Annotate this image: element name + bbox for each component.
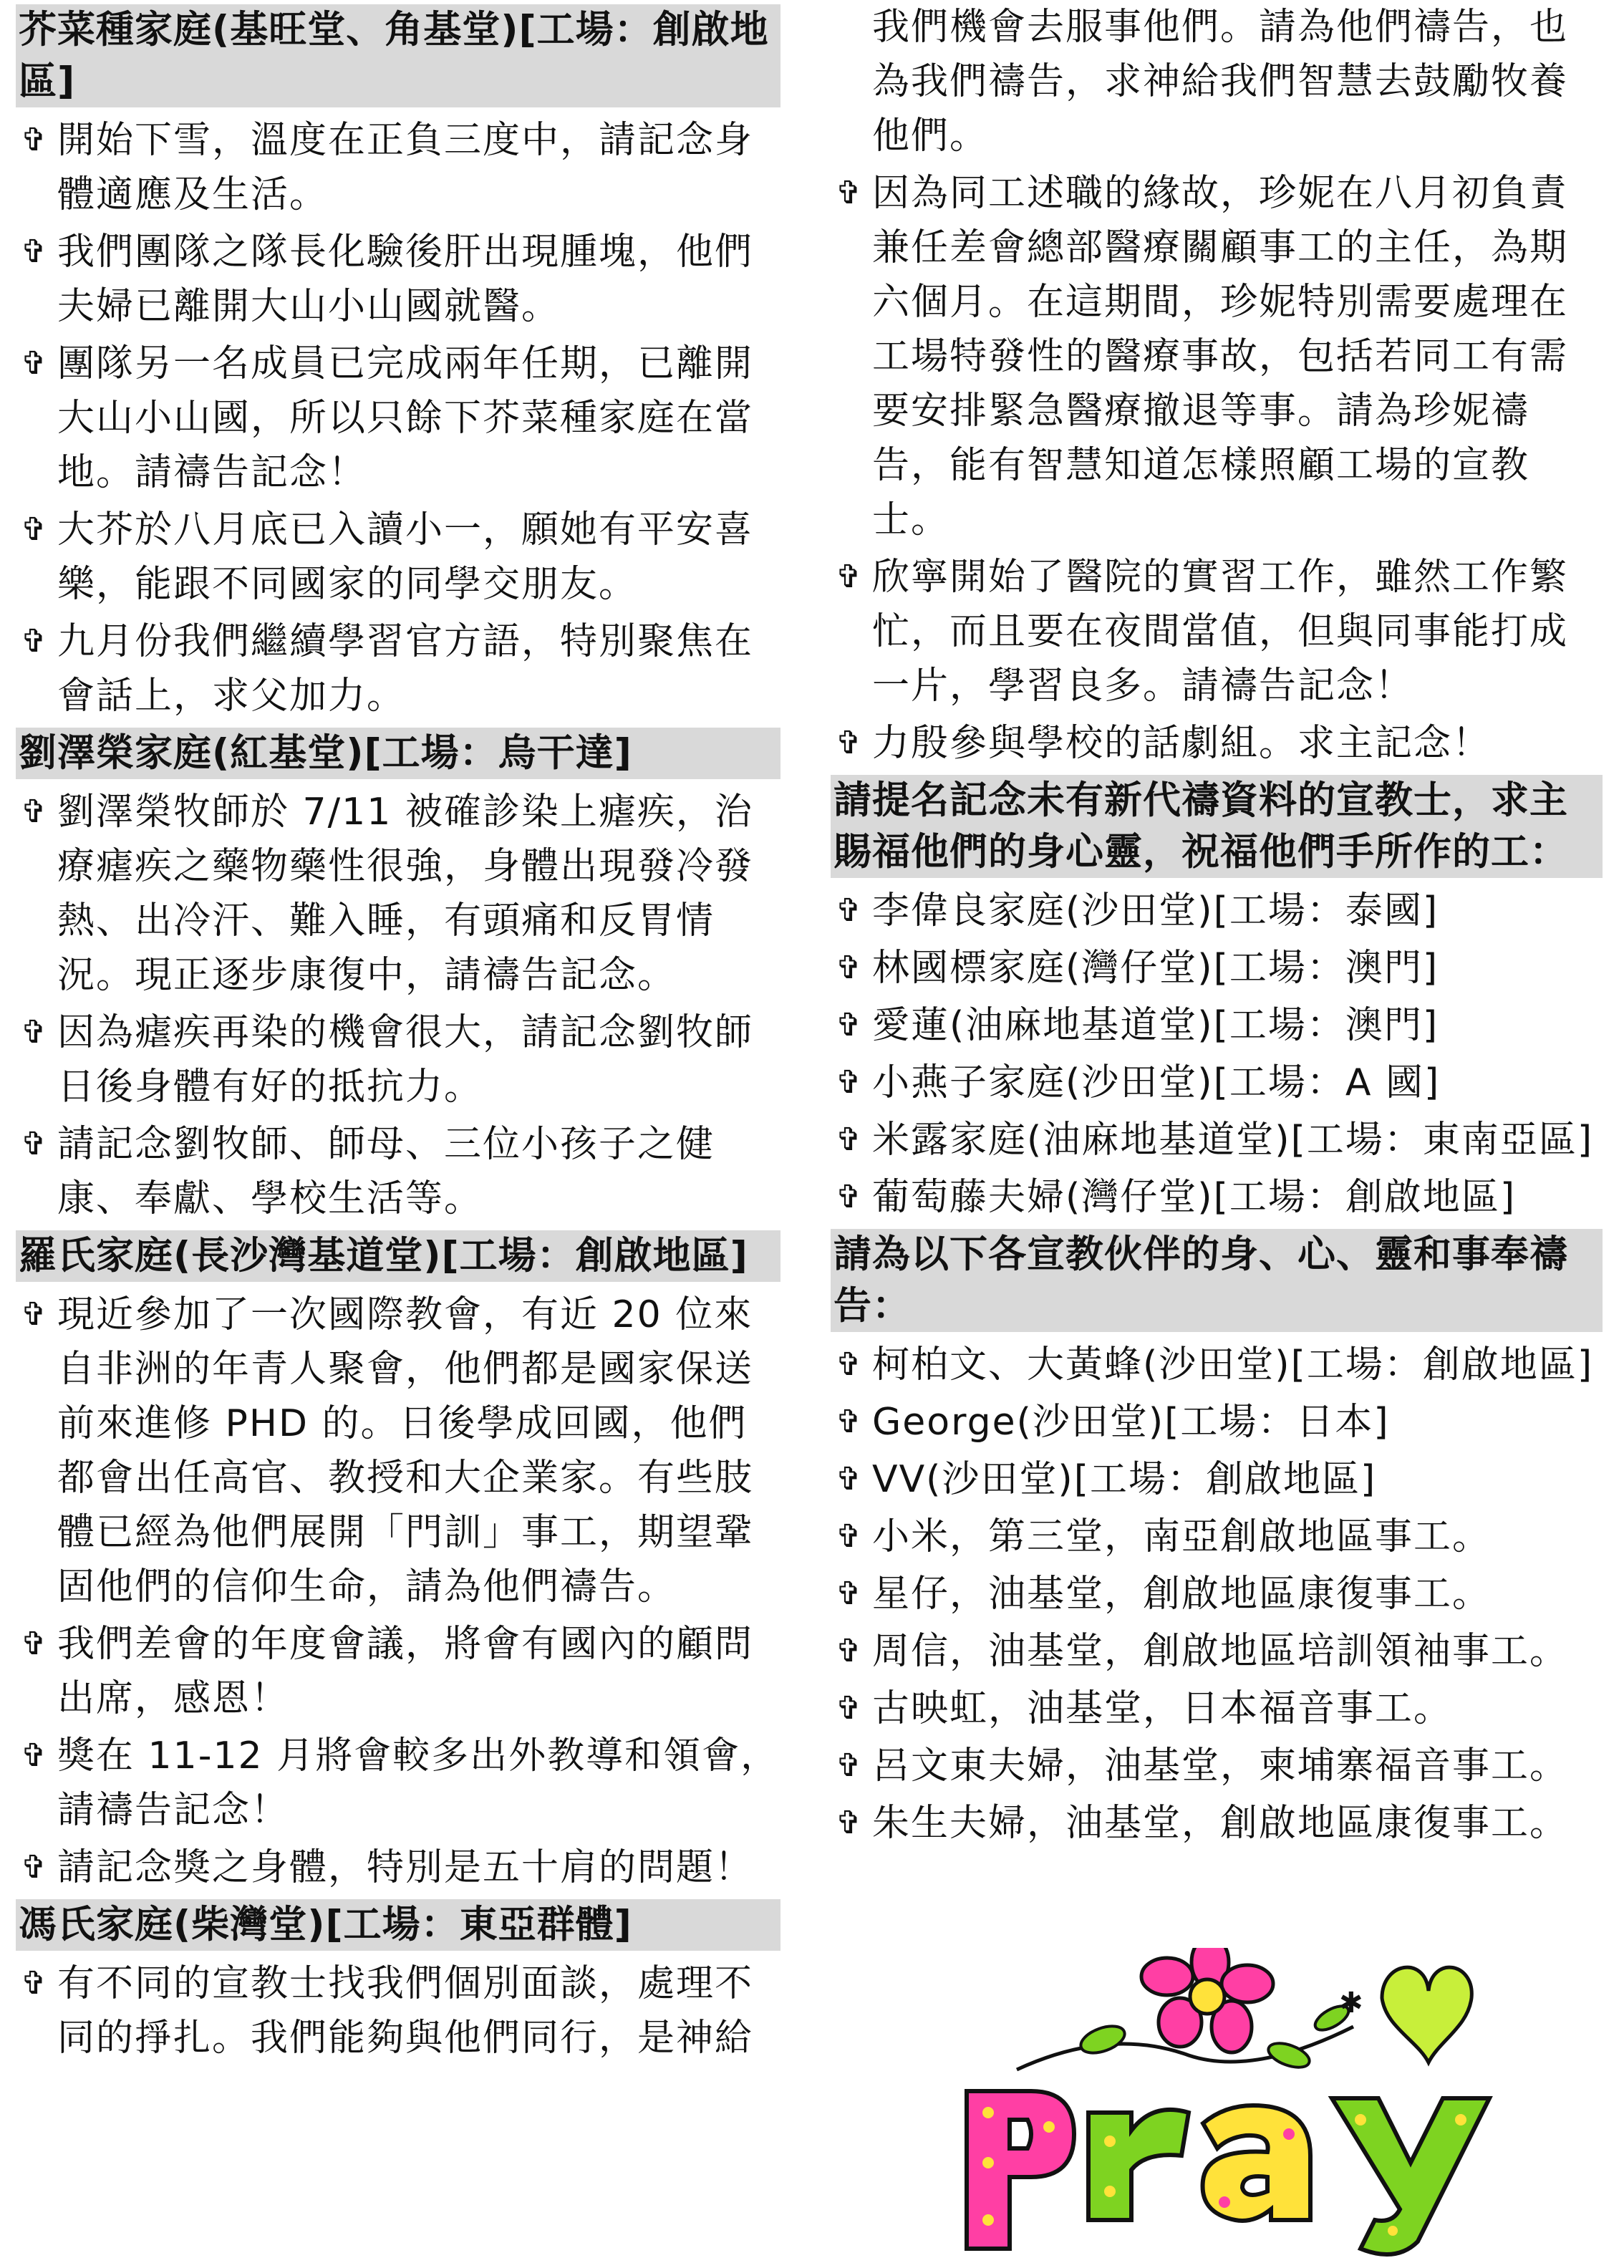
prayer-item-text: 我們差會的年度會議，將會有國內的顧問出席，感恩！ (57, 1623, 754, 1720)
cross-bullet-icon: ✞ (835, 1518, 864, 1555)
section-mustard-seed (16, 4, 780, 723)
prayer-item-text: 朱生夫婦，油基堂，創啟地區康復事工。 (872, 1802, 1569, 1845)
prayer-list (16, 113, 780, 723)
prayer-item-text: 獎在 11-12 月將會較多出外教導和領會，請禱告記念！ (57, 1734, 780, 1832)
prayer-item-text: VV(沙田堂)[工場：創啟地區] (872, 1458, 1377, 1501)
prayer-item-text: 九月份我們繼續學習官方語，特別聚焦在會話上，求父加力。 (57, 620, 754, 718)
cross-bullet-icon: ✞ (835, 1121, 864, 1158)
prayer-item (16, 1729, 780, 1838)
prayer-item (831, 941, 1603, 995)
prayer-item-text: 愛蓮(油麻地基道堂)[工場：澳門] (872, 1004, 1439, 1047)
flower-icon (1141, 1948, 1273, 2052)
section-mission-partners (831, 1229, 1603, 1850)
cross-bullet-icon: ✞ (835, 1404, 864, 1440)
cross-bullet-icon: ✞ (835, 559, 864, 595)
cross-bullet-icon: ✞ (20, 1737, 49, 1774)
prayer-item-text: 星仔，油基堂，創啟地區康復事工。 (872, 1573, 1492, 1616)
prayer-item-text: 柯柏文、大黃蜂(沙田堂)[工場：創啟地區] (872, 1343, 1594, 1386)
prayer-item (16, 1840, 780, 1895)
prayer-item (831, 1796, 1603, 1850)
cross-bullet-icon: ✞ (835, 1179, 864, 1215)
prayer-item (831, 1567, 1603, 1621)
prayer-item-text: 米露家庭(油麻地基道堂)[工場：東南亞區] (872, 1119, 1594, 1162)
prayer-item-text: 現近參加了一次國際教會，有近 20 位來自非洲的年青人聚會，他們都是國家保送前來進修 PHD 的。日後學成回國，他們都會出任高官、教授和大企業家。有些肢體已經為他們展開「門訓」事工，期望鞏固他們的信仰生命，請為他們禱告。 (57, 1293, 754, 1608)
cross-bullet-icon: ✞ (835, 175, 864, 211)
prayer-item-text: 力殷參與學校的話劇組。求主記念！ (872, 722, 1492, 765)
prayer-item (16, 785, 780, 1003)
section-heading: 請為以下各宣教伙伴的身、心、靈和事奉禱告： (831, 1229, 1603, 1332)
prayer-list (16, 1956, 780, 2065)
prayer-item (831, 998, 1603, 1053)
cross-bullet-icon: ✞ (20, 1014, 49, 1051)
section-heading: 馮氏家庭(柴灣堂)[工場：東亞群體] (16, 1899, 780, 1951)
cross-bullet-icon: ✞ (20, 1126, 49, 1162)
prayer-item-text: 欣寧開始了醫院的實習工作，雖然工作繁忙，而且要在夜間當值，但與同事能打成一片，學習良多。請禱告記念！ (872, 556, 1569, 708)
prayer-item (831, 884, 1603, 938)
heart-icon (1382, 1967, 1471, 2062)
prayer-item (831, 166, 1603, 547)
left-column (16, 0, 780, 2068)
prayer-item (831, 1624, 1603, 1679)
prayer-item (16, 1117, 780, 1226)
cross-bullet-icon: ✞ (835, 1747, 864, 1784)
prayer-item-text: 因為瘧疾再染的機會很大，請記念劉牧師日後身體有好的抵抗力。 (57, 1011, 754, 1109)
cross-bullet-icon: ✞ (835, 892, 864, 929)
cross-bullet-icon: ✞ (20, 511, 49, 548)
prayer-item-text: 李偉良家庭(沙田堂)[工場：泰國] (872, 889, 1439, 932)
cross-bullet-icon: ✞ (835, 1346, 864, 1383)
prayer-item (16, 1005, 780, 1114)
cross-bullet-icon: ✞ (835, 1633, 864, 1669)
leaf-icon (1077, 2021, 1128, 2058)
prayer-item-text: 林國標家庭(灣仔堂)[工場：澳門] (872, 947, 1439, 990)
cross-bullet-icon: ✞ (20, 1296, 49, 1333)
prayer-item-text: 團隊另一名成員已完成兩年任期，已離開大山小山國，所以只餘下芥菜種家庭在當地。請禱告記念！ (57, 342, 754, 494)
prayer-item (16, 1617, 780, 1726)
continued-text: 我們機會去服事他們。請為他們禱告，也為我們禱告，求神給我們智慧去鼓勵牧養他們。 (872, 6, 1569, 158)
prayer-item (831, 1452, 1603, 1507)
sparkle-icon: ✱ (1339, 1987, 1363, 2020)
prayer-item (831, 1056, 1603, 1110)
prayer-item (831, 1170, 1603, 1225)
prayer-item-text: 有不同的宣教士找我們個別面談，處理不同的掙扎。我們能夠與他們同行，是神給 (57, 1962, 754, 2060)
prayer-item-text: 大芥於八月底已入讀小一，願她有平安喜樂，能跟不同國家的同學交朋友。 (57, 508, 754, 606)
prayer-item-text: 古映虹，油基堂，日本福音事工。 (872, 1687, 1453, 1730)
prayer-item (831, 1113, 1603, 1167)
cross-bullet-icon: ✞ (835, 1064, 864, 1101)
prayer-item-text: 劉澤榮牧師於 7/11 被確診染上瘧疾，治療瘧疾之藥物藥性很強，身體出現發冷發熱、出冷汗、難入睡，有頭痛和反胃情況。現正逐步康復中，請禱告記念。 (57, 791, 754, 997)
prayer-item-text: 葡萄藤夫婦(灣仔堂)[工場：創啟地區] (872, 1176, 1517, 1219)
cross-bullet-icon: ✞ (20, 623, 49, 660)
prayer-list (16, 785, 780, 1226)
cross-bullet-icon: ✞ (20, 1965, 49, 2002)
prayer-item (831, 1338, 1603, 1392)
prayer-item-text: 小米，第三堂，南亞創啟地區事工。 (872, 1515, 1492, 1558)
prayer-item-text: 小燕子家庭(沙田堂)[工場：A 國] (872, 1061, 1441, 1104)
prayer-item (16, 337, 780, 500)
prayer-item (831, 716, 1603, 771)
prayer-item-text: George(沙田堂)[工場：日本] (872, 1401, 1390, 1444)
prayer-item (831, 1395, 1603, 1449)
cross-bullet-icon: ✞ (835, 950, 864, 986)
prayer-item-text: 因為同工述職的緣故，珍妮在八月初負責兼任差會總部醫療關顧事工的主任，為期六個月。在這期間，珍妮特別需要處理在工場特發性的醫療事故，包括若同工有需要安排緊急醫療撤退等事。請為珍妮禱告，能有智慧知道怎樣照顧工場的宣教士。 (872, 172, 1569, 541)
cross-bullet-icon: ✞ (20, 1849, 49, 1886)
prayer-item (16, 614, 780, 723)
cross-bullet-icon: ✞ (835, 1007, 864, 1043)
right-column (831, 0, 1603, 1853)
section-heading: 劉澤榮家庭(紅基堂)[工場：烏干達] (16, 728, 780, 779)
prayer-item-text: 我們團隊之隊長化驗後肝出現腫塊，他們夫婦已離開大山小山國就醫。 (57, 231, 754, 328)
cross-bullet-icon: ✞ (835, 725, 864, 761)
section-heading: 請提名記念未有新代禱資料的宣教士，求主賜福他們的身心靈，祝福他們手所作的工： (831, 775, 1603, 878)
cross-bullet-icon: ✞ (20, 233, 49, 270)
prayer-item-text: 周信，油基堂，創啟地區培訓領袖事工。 (872, 1630, 1569, 1673)
cross-bullet-icon: ✞ (835, 1461, 864, 1497)
prayer-item (831, 1739, 1603, 1793)
cross-bullet-icon: ✞ (835, 1575, 864, 1612)
prayer-item (831, 550, 1603, 713)
cross-bullet-icon: ✞ (20, 1626, 49, 1662)
prayer-item-text: 請記念獎之身體，特別是五十肩的問題！ (57, 1846, 754, 1889)
section-law-family (16, 1230, 780, 1895)
cross-bullet-icon: ✞ (20, 345, 49, 382)
section-no-update-missionaries (831, 775, 1603, 1225)
section-lau-family (16, 728, 780, 1226)
prayer-item-text: 請記念劉牧師、師母、三位小孩子之健康、奉獻、學校生活等。 (57, 1123, 715, 1220)
prayer-list (831, 166, 1603, 771)
section-heading: 羅氏家庭(長沙灣基道堂)[工場：創啟地區] (16, 1230, 780, 1282)
cross-bullet-icon: ✞ (835, 1690, 864, 1727)
leaf-icon (1265, 2039, 1313, 2072)
cross-bullet-icon: ✞ (835, 1805, 864, 1841)
prayer-item (831, 1510, 1603, 1564)
prayer-item-text: 開始下雪，溫度在正負三度中，請記念身體適應及生活。 (57, 119, 754, 216)
prayer-item (16, 113, 780, 222)
pray-clipart (952, 1948, 1540, 2263)
prayer-list (16, 1288, 780, 1895)
prayer-list (831, 884, 1603, 1225)
prayer-item (16, 1288, 780, 1614)
pray-lettering (967, 2091, 1489, 2254)
prayer-item (16, 1956, 780, 2065)
prayer-item (831, 1681, 1603, 1736)
prayer-item (16, 225, 780, 334)
section-fung-family (16, 1899, 780, 2065)
cross-bullet-icon: ✞ (20, 793, 49, 830)
prayer-list (831, 1338, 1603, 1850)
cross-bullet-icon: ✞ (20, 122, 49, 158)
section-heading: 芥菜種家庭(基旺堂、角基堂)[工場：創啟地區] (16, 4, 780, 107)
prayer-item-text: 呂文東夫婦，油基堂，柬埔寨福音事工。 (872, 1745, 1569, 1787)
prayer-item (16, 503, 780, 612)
